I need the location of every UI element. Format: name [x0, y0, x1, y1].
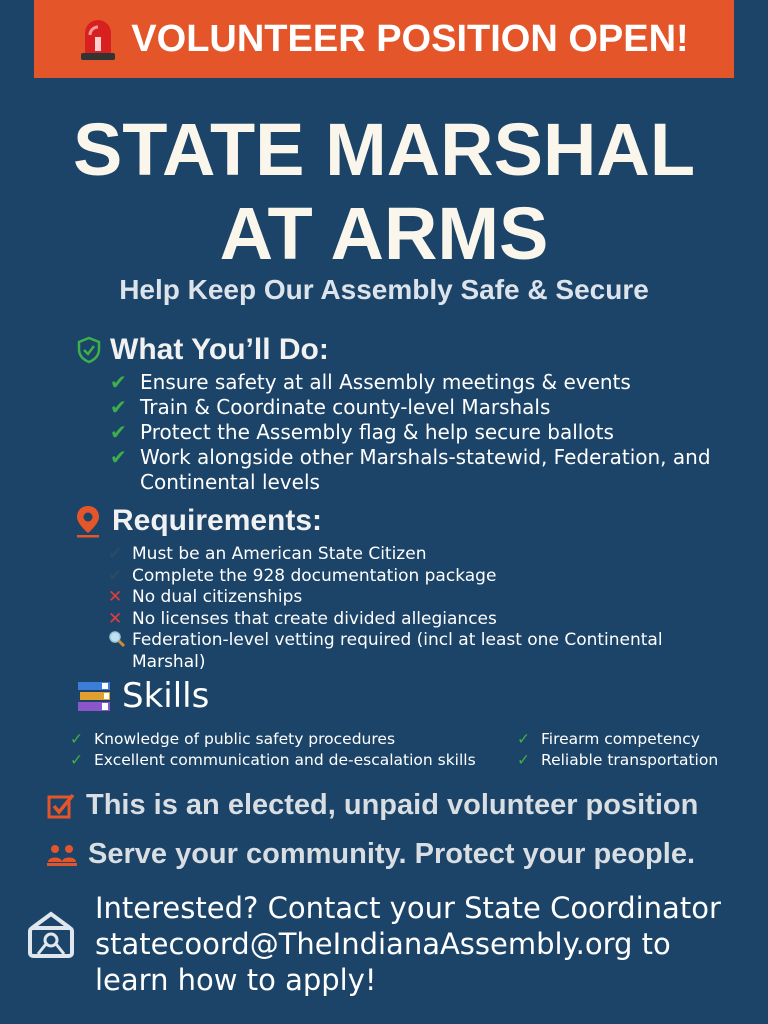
check-icon: ✔	[110, 395, 127, 419]
requirement-text: Complete the 928 documentation package	[132, 565, 497, 586]
books-icon	[76, 678, 112, 714]
cross-icon: ✕	[108, 608, 123, 629]
requirements-heading-text: Requirements:	[112, 504, 323, 537]
shield-check-icon	[76, 336, 102, 364]
elected-note-text: This is an elected, unpaid volunteer position	[86, 789, 699, 821]
contact-info	[95, 890, 755, 998]
check-icon: ✔	[108, 544, 123, 564]
list-item	[517, 729, 718, 750]
list-item	[108, 566, 722, 588]
requirement-text: Federation-level vetting required (incl at least one Continental Marshal)	[132, 630, 663, 672]
skills-list-left	[70, 729, 476, 770]
check-icon: ✓	[517, 750, 530, 769]
skills-list-right	[517, 729, 718, 770]
check-icon: ✔	[110, 370, 127, 394]
requirement-text: No dual citizenships	[132, 587, 303, 607]
list-item	[108, 544, 722, 566]
check-icon: ✓	[70, 730, 83, 748]
page-title	[0, 108, 768, 276]
check-icon: ✔	[108, 565, 123, 586]
list-item	[108, 630, 722, 673]
people-icon	[46, 842, 78, 868]
skills-heading	[76, 676, 209, 716]
list-item	[108, 587, 722, 609]
duties-heading-text: What You’ll Do:	[110, 333, 329, 366]
check-icon: ✓	[70, 750, 83, 769]
list-item	[110, 445, 740, 495]
duty-text: Protect the Assembly flag & help secure ballots	[140, 420, 614, 444]
list-item	[70, 729, 476, 750]
title-line-1: STATE MARSHAL	[72, 108, 696, 191]
list-item	[108, 609, 722, 631]
skill-text: Excellent communication and de-escalation skills	[94, 750, 476, 769]
page-subtitle: Help Keep Our Assembly Safe & Secure	[119, 274, 649, 305]
duties-heading	[76, 333, 329, 367]
title-line-2: AT ARMS	[219, 192, 549, 275]
siren-icon	[79, 17, 117, 61]
requirement-text: Must be an American State Citizen	[132, 544, 427, 564]
volunteer-banner	[34, 0, 734, 78]
duty-text: Work alongside other Marshals-statewid, Federation, and Continental levels	[140, 445, 711, 494]
serve-note-text: Serve your community. Protect your people.	[88, 838, 696, 870]
requirement-text: No licenses that create divided allegiances	[132, 608, 497, 629]
list-item	[110, 370, 740, 395]
contact-email-line[interactable]: statecoord@TheIndianaAssembly.org to	[95, 927, 671, 961]
requirements-list	[108, 544, 722, 673]
skill-text: Firearm competency	[541, 730, 700, 748]
magnifier-icon	[108, 630, 132, 655]
list-item	[70, 750, 476, 771]
duty-text: Train & Coordinate county-level Marshals	[140, 395, 551, 419]
checkbox-icon	[46, 791, 76, 821]
check-icon: ✔	[110, 420, 127, 444]
banner-text: VOLUNTEER POSITION OPEN!	[131, 17, 689, 60]
mailbox-icon	[24, 910, 78, 960]
check-icon: ✓	[517, 730, 530, 748]
skills-heading-text: Skills	[122, 676, 210, 716]
contact-line-1: Interested? Contact your State Coordinator	[95, 891, 721, 925]
list-item	[517, 750, 718, 771]
list-item	[110, 420, 740, 445]
cross-icon: ✕	[108, 587, 123, 607]
duties-list	[110, 370, 740, 495]
contact-line-3: learn how to apply!	[95, 963, 377, 997]
location-pin-icon	[74, 504, 102, 538]
elected-note	[46, 789, 698, 822]
requirements-heading	[74, 504, 322, 538]
check-icon: ✔	[110, 445, 127, 469]
list-item	[110, 395, 740, 420]
serve-note	[46, 838, 695, 871]
skill-text: Reliable transportation	[541, 750, 719, 769]
duty-text: Ensure safety at all Assembly meetings & events	[140, 370, 631, 394]
skill-text: Knowledge of public safety procedures	[94, 730, 396, 748]
